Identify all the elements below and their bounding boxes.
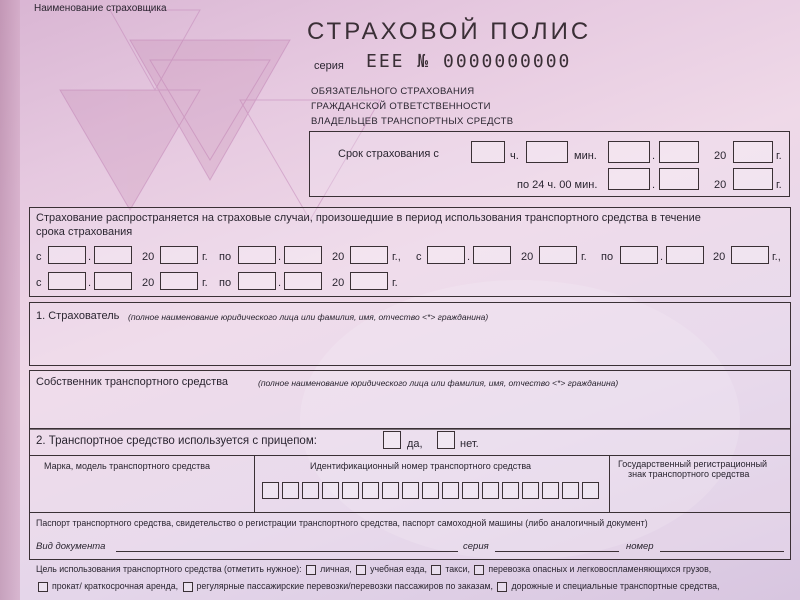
term-hour-unit: ч.	[510, 150, 519, 162]
plate-input[interactable]	[614, 482, 784, 508]
doc-series-input[interactable]	[495, 551, 619, 552]
dot: .	[660, 251, 664, 263]
doc-series-label: серия	[463, 541, 489, 552]
dot: .	[88, 251, 92, 263]
year-unit: г.	[392, 277, 398, 289]
subtitle-line-3: ВЛАДЕЛЬЦЕВ ТРАНСПОРТНЫХ СРЕДСТВ	[311, 116, 514, 127]
vin-character-cell[interactable]	[522, 482, 539, 499]
doc-type-input[interactable]	[116, 551, 458, 552]
dot: .	[278, 251, 282, 263]
vin-character-cell[interactable]	[582, 482, 599, 499]
subtitle-line-1: ОБЯЗАТЕЛЬНОГО СТРАХОВАНИЯ	[311, 86, 475, 97]
series-label: серия	[314, 60, 344, 72]
doc-number-label: номер	[626, 541, 654, 552]
term-year-prefix: 20	[714, 150, 727, 162]
divider	[29, 455, 790, 456]
year-prefix: 20	[521, 251, 534, 263]
trailer-no-checkbox[interactable]	[437, 431, 455, 449]
usage-special-checkbox[interactable]	[497, 582, 507, 592]
period-1-to-day[interactable]	[238, 246, 276, 264]
usage-dangerous-checkbox[interactable]	[474, 565, 484, 575]
divider	[254, 455, 255, 512]
divider	[29, 512, 790, 513]
owner-note: (полное наименование юридического лица или фамилия, имя, отчество <*> гражданина)	[258, 378, 619, 388]
term-minute-unit: мин.	[574, 150, 597, 162]
period-to-label: по	[219, 277, 232, 289]
usage-rental-checkbox[interactable]	[38, 582, 48, 592]
term-hour-field[interactable]	[471, 141, 505, 163]
term-dot-1: .	[652, 150, 656, 162]
usage-passenger-label: регулярные пассажирские перевозки/перевозки пассажиров по заказам,	[196, 581, 493, 591]
year-unit: г.	[202, 277, 208, 289]
period-3-from-day[interactable]	[48, 272, 86, 290]
vin-character-cell[interactable]	[342, 482, 359, 499]
dot: .	[467, 251, 471, 263]
period-3-to-day[interactable]	[238, 272, 276, 290]
vin-character-cell[interactable]	[382, 482, 399, 499]
policyholder-input[interactable]	[36, 326, 781, 360]
plate-header-line-2: знак транспортного средства	[628, 469, 750, 479]
usage-line-2	[36, 581, 719, 592]
series-number: ЕЕЕ № 0000000000	[366, 51, 572, 72]
vin-character-cell[interactable]	[402, 482, 419, 499]
period-to-label: по	[219, 251, 232, 263]
period-2-from-month[interactable]	[473, 246, 511, 264]
term-dot-2: .	[652, 179, 656, 191]
term-label: Срок страхования с	[338, 148, 439, 160]
year-unit: г.,	[392, 251, 401, 263]
trailer-yes-checkbox[interactable]	[383, 431, 401, 449]
term-end-month-field[interactable]	[659, 168, 699, 190]
term-month-field[interactable]	[659, 141, 699, 163]
insurer-name-label: Наименование страховщика	[34, 3, 167, 14]
year-prefix: 20	[142, 277, 155, 289]
period-text-line-1: Страхование распространяется на страховые случаи, произошедшие в период использования транспортного средства в течение	[36, 212, 701, 224]
term-year-unit: г.	[776, 150, 782, 162]
policyholder-label: 1. Страхователь	[36, 310, 120, 322]
year-prefix: 20	[713, 251, 726, 263]
period-2-from-day[interactable]	[427, 246, 465, 264]
vin-character-cell[interactable]	[362, 482, 379, 499]
period-3-to-year[interactable]	[350, 272, 388, 290]
make-model-input[interactable]	[34, 476, 249, 508]
vin-character-cell[interactable]	[542, 482, 559, 499]
dot: .	[278, 277, 282, 289]
usage-special-label: дорожные и специальные транспортные средства,	[511, 581, 720, 591]
period-from-label: с	[36, 277, 42, 289]
usage-taxi-label: такси,	[445, 564, 470, 574]
trailer-no-label: нет.	[460, 438, 479, 450]
vin-header: Идентификационный номер транспортного средства	[310, 461, 532, 471]
usage-passenger-checkbox[interactable]	[183, 582, 193, 592]
year-unit: г.,	[772, 251, 781, 263]
period-2-to-year[interactable]	[731, 246, 769, 264]
usage-line-1	[36, 564, 711, 575]
subtitle-line-2: ГРАЖДАНСКОЙ ОТВЕТСТВЕННОСТИ	[311, 101, 491, 112]
period-3-to-month[interactable]	[284, 272, 322, 290]
period-2-to-month[interactable]	[666, 246, 704, 264]
term-end-year-prefix: 20	[714, 179, 727, 191]
vin-character-cell[interactable]	[482, 482, 499, 499]
term-end-day-field[interactable]	[608, 168, 650, 190]
vin-character-cell[interactable]	[462, 482, 479, 499]
vin-character-cell[interactable]	[262, 482, 279, 499]
period-from-label: с	[416, 251, 422, 263]
period-row-2	[36, 272, 436, 292]
term-end-year-field[interactable]	[733, 168, 773, 190]
period-1-from-year[interactable]	[160, 246, 198, 264]
policyholder-note: (полное наименование юридического лица или фамилия, имя, отчество <*> гражданина)	[128, 312, 489, 322]
term-until-label: по 24 ч. 00 мин.	[517, 179, 598, 191]
year-prefix: 20	[332, 277, 345, 289]
divider	[609, 455, 610, 512]
period-3-from-month[interactable]	[94, 272, 132, 290]
term-minute-field[interactable]	[526, 141, 568, 163]
plate-header-line-1: Государственный регистрационный	[618, 459, 768, 469]
period-text-line-2: срока страхования	[36, 226, 133, 238]
vin-character-cell[interactable]	[502, 482, 519, 499]
period-1-from-day[interactable]	[48, 246, 86, 264]
term-day-field[interactable]	[608, 141, 650, 163]
year-unit: г.	[202, 251, 208, 263]
vin-character-cell[interactable]	[562, 482, 579, 499]
vin-character-cell[interactable]	[442, 482, 459, 499]
usage-dangerous-label: перевозка опасных и легковоспламеняющихся грузов,	[488, 564, 712, 574]
vin-character-cell[interactable]	[422, 482, 439, 499]
vin-character-cell[interactable]	[302, 482, 319, 499]
period-2-from-year[interactable]	[539, 246, 577, 264]
period-3-from-year[interactable]	[160, 272, 198, 290]
doc-type-label: Вид документа	[36, 541, 106, 552]
period-1-to-year[interactable]	[350, 246, 388, 264]
left-edge-strip	[0, 0, 20, 600]
term-year-field[interactable]	[733, 141, 773, 163]
period-1-from-month[interactable]	[94, 246, 132, 264]
dot: .	[88, 277, 92, 289]
period-from-label: с	[36, 251, 42, 263]
vin-character-cell[interactable]	[282, 482, 299, 499]
doc-number-input[interactable]	[660, 551, 784, 552]
usage-training-label: учебная езда,	[370, 564, 427, 574]
passport-label: Паспорт транспортного средства, свидетельство о регистрации транспортного средства, паспорт самоходной машины (либо аналогичный документ)	[36, 518, 648, 528]
usage-personal-checkbox[interactable]	[306, 565, 316, 575]
year-prefix: 20	[142, 251, 155, 263]
year-unit: г.	[581, 251, 587, 263]
trailer-label: 2. Транспортное средство используется с прицепом:	[36, 435, 317, 447]
usage-personal-label: личная,	[320, 564, 352, 574]
trailer-yes-label: да,	[407, 438, 423, 450]
usage-rental-label: прокат/ краткосрочная аренда,	[52, 581, 179, 591]
usage-taxi-checkbox[interactable]	[431, 565, 441, 575]
period-1-to-month[interactable]	[284, 246, 322, 264]
period-2-to-day[interactable]	[620, 246, 658, 264]
owner-input[interactable]	[36, 392, 781, 424]
period-to-label: по	[601, 251, 614, 263]
term-end-year-unit: г.	[776, 179, 782, 191]
make-model-header: Марка, модель транспортного средства	[44, 461, 210, 471]
period-row-1	[36, 246, 786, 266]
policy-title: СТРАХОВОЙ ПОЛИС	[307, 18, 592, 45]
owner-label: Собственник транспортного средства	[36, 376, 229, 388]
usage-label: Цель использования транспортного средства (отметить нужное):	[36, 564, 302, 574]
year-prefix: 20	[332, 251, 345, 263]
vin-character-cell[interactable]	[322, 482, 339, 499]
usage-training-checkbox[interactable]	[356, 565, 366, 575]
